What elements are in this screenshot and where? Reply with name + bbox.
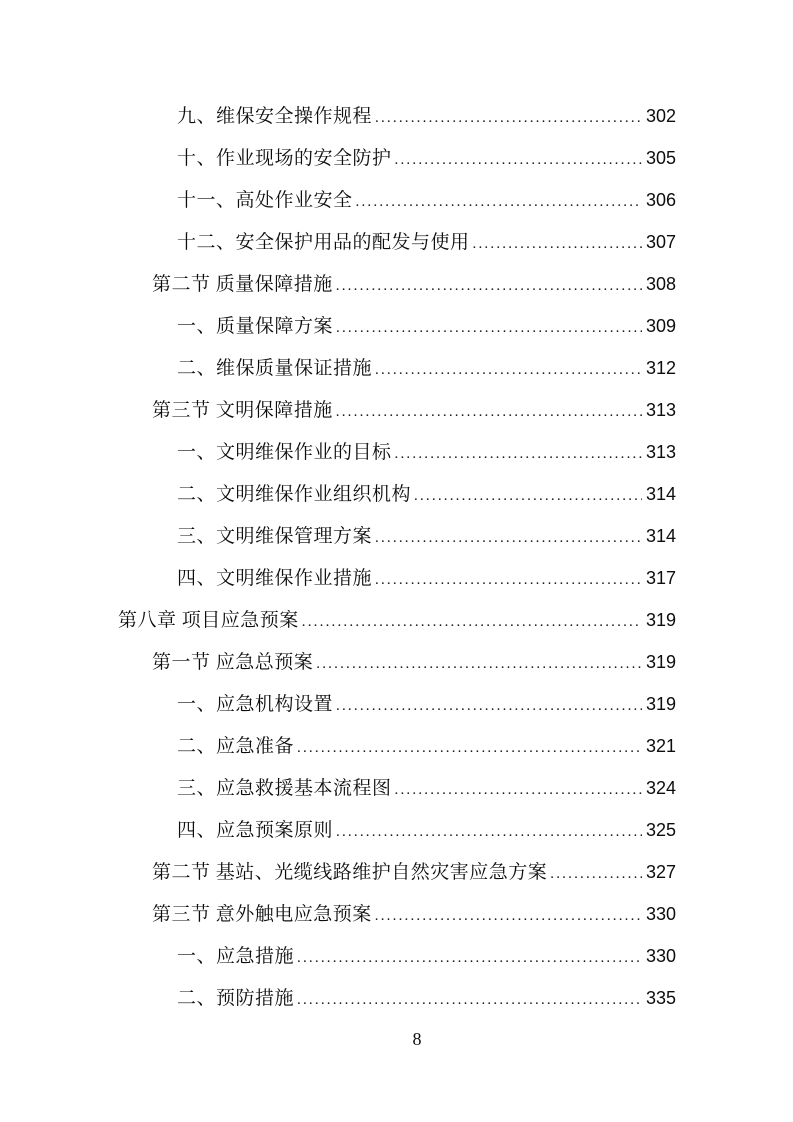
toc-entry-page: 319 (645, 610, 676, 630)
toc-entry[interactable] (0, 977, 676, 1019)
dot-leader (375, 895, 642, 937)
toc-entry-label: 十二、安全保护用品的配发与使用 (177, 232, 470, 253)
dot-leader (395, 433, 642, 475)
toc-entry[interactable] (0, 431, 676, 473)
toc-entry-page: 313 (645, 400, 676, 420)
toc-entry-page: 302 (645, 106, 676, 126)
toc-entry-label: 四、文明维保作业措施 (177, 568, 373, 589)
dot-leader (297, 937, 642, 979)
toc-entry-label: 第二节 基站、光缆线路维护自然灾害应急方案 (152, 862, 548, 883)
dot-leader (297, 727, 642, 769)
toc-entry-page: 319 (645, 694, 676, 714)
dot-leader (375, 559, 642, 601)
dot-leader (316, 643, 642, 685)
toc-entry[interactable] (0, 179, 676, 221)
toc-entry-label: 第八章 项目应急预案 (118, 610, 299, 631)
toc-entry-page: 330 (645, 904, 676, 924)
toc-entry[interactable] (0, 389, 676, 431)
dot-leader (473, 223, 642, 265)
dot-leader (375, 517, 642, 559)
toc-entry-label: 第三节 意外触电应急预案 (152, 904, 372, 925)
toc-entry-page: 305 (645, 148, 676, 168)
toc-entry-label: 一、应急措施 (177, 946, 295, 967)
dot-leader (375, 97, 642, 139)
toc-entry-page: 335 (645, 988, 676, 1008)
dot-leader (336, 811, 642, 853)
toc-entry-label: 二、应急准备 (177, 736, 295, 757)
toc-entry-label: 九、维保安全操作规程 (177, 106, 373, 127)
toc-entry-label: 一、应急机构设置 (177, 694, 334, 715)
toc-entry-page: 321 (645, 736, 676, 756)
toc-entry-page: 309 (645, 316, 676, 336)
toc-entry-label: 十一、高处作业安全 (177, 190, 353, 211)
toc-entry[interactable] (0, 347, 676, 389)
toc-entry[interactable] (0, 263, 676, 305)
dot-leader (336, 265, 642, 307)
toc-entry-label: 十、作业现场的安全防护 (177, 148, 392, 169)
toc-entry-page: 325 (645, 820, 676, 840)
toc-entry[interactable] (0, 95, 676, 137)
page-number: 8 (412, 1029, 422, 1049)
dot-leader (375, 349, 642, 391)
toc-entry-label: 四、应急预案原则 (177, 820, 334, 841)
toc-entry[interactable] (0, 683, 676, 725)
toc-entry[interactable] (0, 221, 676, 263)
toc-entry-page: 324 (645, 778, 676, 798)
toc-entry[interactable] (0, 137, 676, 179)
toc-entry[interactable] (0, 809, 676, 851)
toc-entry-page: 308 (645, 274, 676, 294)
toc-entry-page: 314 (645, 484, 676, 504)
toc-entry-page: 313 (645, 442, 676, 462)
toc-entry-page: 330 (645, 946, 676, 966)
toc-entry-page: 317 (645, 568, 676, 588)
toc-entry[interactable] (0, 473, 676, 515)
toc-entry[interactable] (0, 767, 676, 809)
dot-leader (550, 853, 642, 895)
dot-leader (336, 307, 642, 349)
toc-entry-page: 307 (645, 232, 676, 252)
toc-entry-label: 第三节 文明保障措施 (152, 400, 333, 421)
toc-entry-page: 319 (645, 652, 676, 672)
toc-entry[interactable] (0, 725, 676, 767)
dot-leader (414, 475, 642, 517)
toc-entry-label: 三、应急救援基本流程图 (177, 778, 392, 799)
toc-entry-label: 二、维保质量保证措施 (177, 358, 373, 379)
dot-leader (302, 601, 642, 643)
toc-entry-label: 三、文明维保管理方案 (177, 526, 373, 547)
toc-entry[interactable] (0, 935, 676, 977)
toc-entry[interactable] (0, 641, 676, 683)
dot-leader (395, 139, 642, 181)
toc-entry-label: 二、文明维保作业组织机构 (177, 484, 412, 505)
toc-entry[interactable] (0, 893, 676, 935)
toc-entry-label: 二、预防措施 (177, 988, 295, 1009)
toc-entry-label: 一、文明维保作业的目标 (177, 442, 392, 463)
toc-entry-page: 312 (645, 358, 676, 378)
toc-entry[interactable] (0, 515, 676, 557)
toc (0, 95, 676, 1019)
toc-entry-page: 306 (645, 190, 676, 210)
toc-entry-page: 327 (645, 862, 676, 882)
toc-entry-label: 第一节 应急总预案 (152, 652, 314, 673)
toc-entry-label: 第二节 质量保障措施 (152, 274, 333, 295)
dot-leader (336, 391, 642, 433)
dot-leader (336, 685, 642, 727)
dot-leader (297, 979, 642, 1021)
toc-entry-label: 一、质量保障方案 (177, 316, 334, 337)
toc-entry[interactable] (0, 851, 676, 893)
toc-entry[interactable] (0, 305, 676, 347)
dot-leader (356, 181, 642, 223)
toc-entry-page: 314 (645, 526, 676, 546)
toc-entry[interactable] (0, 557, 676, 599)
dot-leader (395, 769, 642, 811)
toc-entry[interactable] (0, 599, 676, 641)
